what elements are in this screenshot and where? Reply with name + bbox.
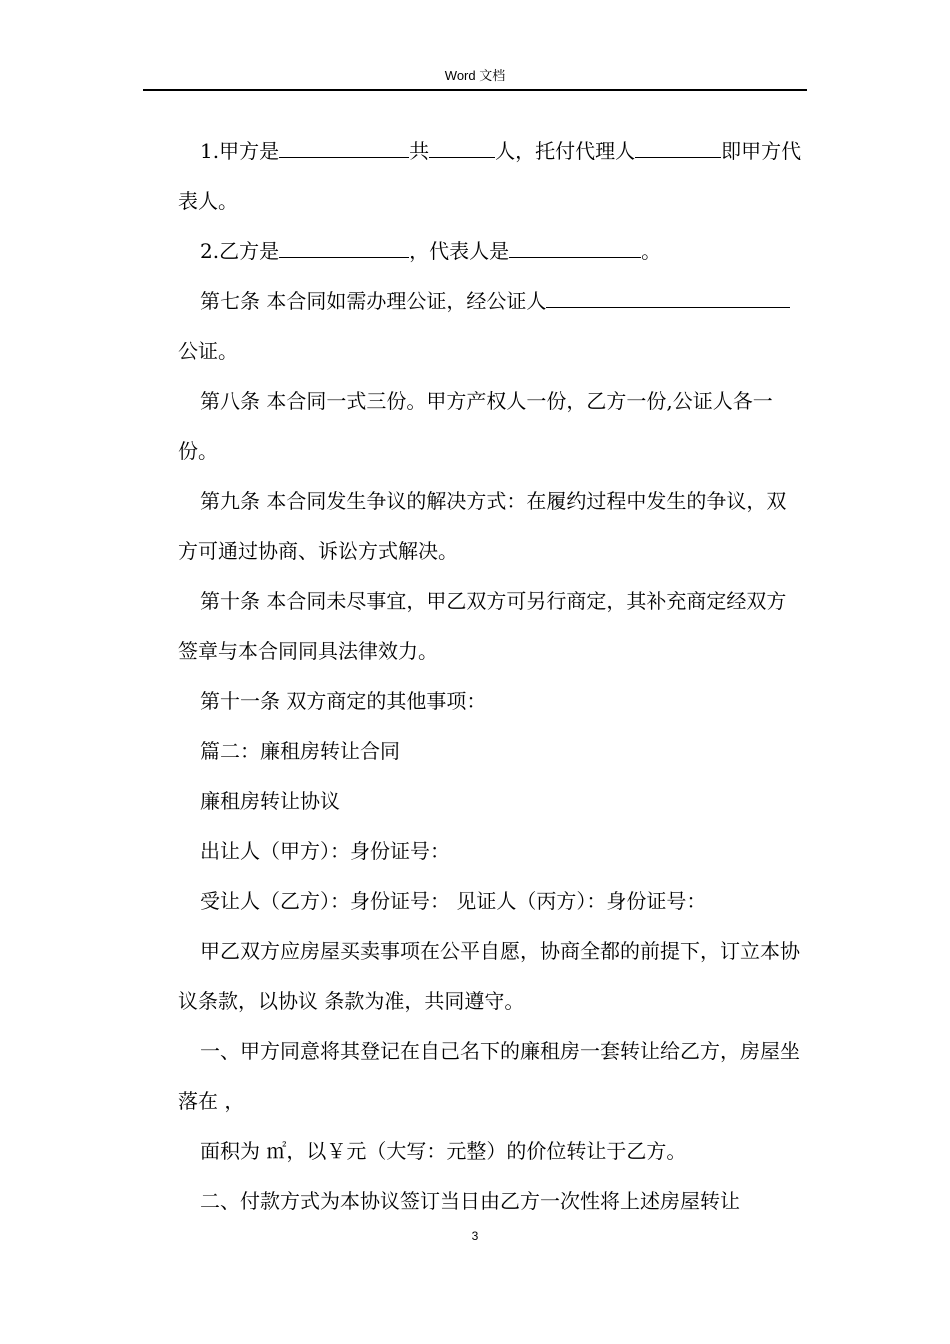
- document-body: [178, 126, 802, 1226]
- party-b-prefix: 2.乙方是: [200, 239, 280, 263]
- party-b-suffix: 。: [641, 239, 662, 263]
- clause-2-paragraph: 二、付款方式为本协议签订当日由乙方一次性将上述房屋转让: [200, 1189, 740, 1213]
- notary-blank-line-2: [758, 285, 790, 308]
- clause-1-paragraph: 一、甲方同意将其登记在自己名下的廉租房一套转让给乙方，房屋坐落在 ，: [178, 1039, 800, 1113]
- paragraph-party-b: [178, 226, 802, 276]
- article-7-text: 第七条 本合同如需办理公证，经公证人: [200, 289, 547, 313]
- party-b-name-blank: [279, 235, 409, 258]
- party-b-rep-label: ，代表人是: [409, 239, 510, 263]
- party-a-prefix: 1.甲方是: [200, 139, 280, 163]
- party-a-name-blank: [279, 135, 409, 158]
- transferee-witness-line: 受让人（乙方）：身份证号： 见证人（丙方）：身份证号：: [200, 889, 707, 913]
- paragraph-article-7: [178, 276, 802, 376]
- paragraph-party-a: [178, 126, 802, 226]
- agreement-title: 廉租房转让协议: [200, 789, 340, 813]
- paragraph-article-9: 第九条 本合同发生争议的解决方式：在履约过程中发生的争议，双方可通过协商、诉讼方式解决。: [178, 489, 787, 563]
- party-a-agent-label: 人，托付代理人: [495, 139, 636, 163]
- page-header: [143, 67, 807, 91]
- article-7-suffix: 公证。: [178, 339, 238, 363]
- notary-blank-line-1: [546, 285, 758, 308]
- section-heading: 篇二：廉租房转让合同: [200, 739, 400, 763]
- party-a-agent-blank: [635, 135, 721, 158]
- paragraph-article-10: 第十条 本合同未尽事宜，甲乙双方可另行商定，其补充商定经双方签章与本合同同具法律效力。: [178, 589, 787, 663]
- party-b-rep-blank: [509, 235, 641, 258]
- header-title: Word 文档: [444, 68, 506, 83]
- page-number: 3: [471, 1229, 479, 1243]
- preamble-paragraph: 甲乙双方应房屋买卖事项在公平自愿，协商全都的前提下，订立本协议条款，以协议 条款为准，共同遵守。: [178, 939, 800, 1013]
- party-a-count-label: 共: [409, 139, 430, 163]
- party-a-suffix: 即甲方代表人。: [178, 139, 802, 213]
- party-a-count-blank: [429, 135, 495, 158]
- paragraph-article-8: 第八条 本合同一式三份。甲方产权人一份，乙方一份,公证人各一份。: [178, 389, 773, 463]
- area-price-paragraph: 面积为 ㎡，以￥元（大写：元整）的价位转让于乙方。: [200, 1139, 687, 1163]
- paragraph-article-11: 第十一条 双方商定的其他事项：: [200, 689, 487, 713]
- transferor-line: 出让人（甲方）：身份证号：: [200, 839, 450, 863]
